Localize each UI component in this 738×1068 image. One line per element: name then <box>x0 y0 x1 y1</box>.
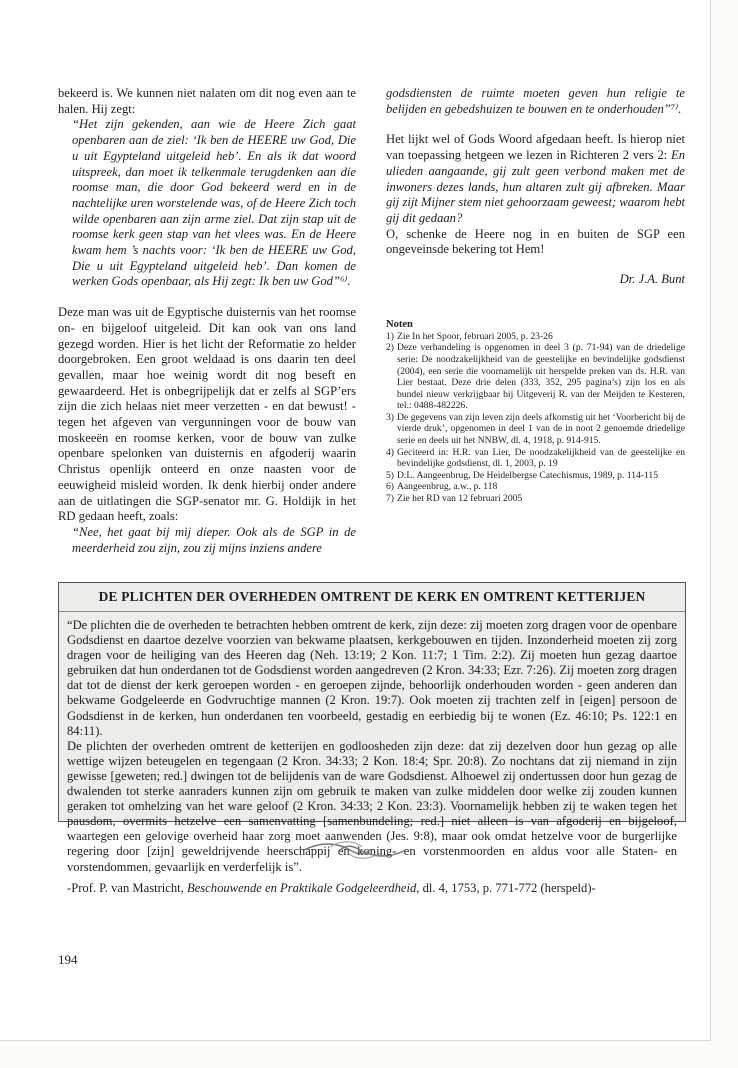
note-item: 3) De gegevens van zijn leven zijn deels afkomstig uit het ‘Voorbericht bij de vierde druk’, opgenomen in deel 1 van de in noot 2 genoemde driedelige serie en deels uit het NNBW, dl. 4, 1918, p. 914-915. <box>386 411 685 447</box>
note-item: 5) D.L. Aangeenbrug, De Heidelbergse Catechismus, 1989, p. 114-115 <box>386 469 659 481</box>
left-paragraph-1: bekeerd is. We kunnen niet nalaten om dit nog even aan te halen. Hij zegt: <box>58 86 356 116</box>
right-paragraph-closing: O, schenke de Heere nog in en buiten de SGP een ongeveinsde bekering tot Hem! <box>386 226 685 257</box>
note-item: 6) Aangeenbrug, a.w., p. 118 <box>386 481 498 493</box>
quote-box-paragraph-1: “De plichten die de overheden te betrachten hebben omtrent de kerk, zijn deze: zij moeten zorg dragen voor de openbare Godsdienst en daartoe dezelve voorzien van bekwame plaatsen, kerkgebouwen en tijden. Inzonderheid moeten zij zorg dragen voor de heiliging van des Heeren dag (Neh. 13:19; 2 Kon. 11:7; 1 Tim. 2:2). Zij moeten hun gezag daartoe gebruiken dat hun onderdanen tot de Godsdienst worden aangedreven (2 Kron. 34:33; Ezr. 7:26). Zij moeten zorg dragen dat tot de dienst der kerk geroepen worden - en geroepen zijnde, behoorlijk onderhouden worden - geen anderen dan bekwame Godgeleerde en Godvruchtige mannen (2 Kron. 19:7). Ook moeten zij trachten zelf in [eigen] persoon de Godsdienst in de kerken, hun onderdanen ten voorbeeld, gestadig en eerbiedig bij te wonen (Ez. 46:10; Ps. 122:1 en 84:11). <box>67 618 677 738</box>
right-paragraph <box>386 132 685 226</box>
page-number: 194 <box>58 952 78 967</box>
left-paragraph-2: Deze man was uit de Egyptische duisternis van het roomse on- en bijgeloof uitgeleid. Dit kan ook van ons land gezegd worden. Hier is het licht der Reformatie zo helder doorgebroken. Een groot weldaad is ons daarin ten deel gevallen, maar hoe weinig wordt dit nog beseft en gewaardeerd. Het is onbegrijpelijk dat er zelfs al SGP’ers zijn die zich helaas niet meer verzetten - en dat bewust! - tegen het afgeven van vergunningen voor de bouw van moskeeën en roomse kerken, voor de bouw van zulke openbare spelonken van duisternis en afgoderij waarin Christus openlijk onteerd en onze naasten voor de eeuwigheid misleid worden. Ik denk hierbij onder andere aan de uitlatingen die SGP-senator mr. G. Holdijk in het RD gedaan heeft, zoals: <box>58 305 356 524</box>
notes-heading: Noten <box>386 318 413 330</box>
note-item: 4) Geciteerd in: H.R. van Lier, De noodzakelijkheid van de geestelijke en bevindelijke godsdienst, dl. 1, 2003, p. 19 <box>386 446 685 470</box>
author-signature: Dr. J.A. Bunt <box>619 272 685 287</box>
right-paragraph-bible-quote: En ulieden aangaande, gij zult geen verbond maken met de inwoners dezes lands, hun altaren zult gij afbreken. Maar gij zijt Mijner stem niet gehoorzaam geweest; waarom hebt gij dit gedaan? <box>386 148 685 225</box>
left-quote-2: “Nee, het gaat bij mij dieper. Ook als de SGP in de meerderheid zou zijn, zou zij mijns inziens andere <box>72 524 356 555</box>
right-column <box>386 86 685 505</box>
ornament-flourish-icon <box>300 838 410 862</box>
note-item: 1) Zie In het Spoor, februari 2005, p. 23-26 <box>386 330 553 342</box>
right-paragraph-intro: Het lijkt wel of Gods Woord afgedaan heeft. Is hierop niet van toepassing hetgeen we lezen in Richteren 2 vers 2: <box>386 132 685 163</box>
right-quote-continuation: godsdiensten de ruimte moeten geven hun religie te belijden en gebedshuizen te bouwen en te onderhouden”⁷⁾. <box>386 86 685 116</box>
quote-box-paragraph-2: De plichten der overheden omtrent de ketterijen en godloosheden zijn deze: dat zij dezelven door hun gezag op alle wettige wijzen beteugelen en tegengaan (2 Kron. 34:33; 2 Kon. 18:4; Spr. 20:8). Zo nochtans dat zij niemand in zijn gewisse [geweten; red.] dwingen tot de belijdenis van de ware Godsdienst. Alhoewel zij ondertussen door hun gezag de dwalenden tot sterke aanraders kunnen zijn om gebruik te maken van zulke middelen door welke zij zouden kunnen geraken tot omhelzing van het ware geloof (2 Kron. 34:33; 2 Kon. 23:3). Voornamelijk hebben zij te waken tegen het pausdom, overmits hetzelve een samenvatting [samenbundeling; red.] niet alleen is van afgoderij en bijgeloof, waartegen een gelovige overheid haar zorg moet aanwenden (Jes. 9:8), maar ook omdat hetzelve voor de burgerlijke regering door [zijn] geweldrijvende heerschappij en koning- en vorstenmoorden en aldus voor alle Staten- en vorstendommen, gevaarlijk en verderfelijk is”. <box>67 738 677 874</box>
left-quote-1: “Het zijn gekenden, aan wie de Heere Zich gaat openbaren aan de ziel: ‘Ik ben de HEERE uw God, Die u uit Egypteland uitgeleid heb’. En als ik dat woord uitspreek, dan moet ik telkenmale terugdenken aan die roomse man, die door God bekeerd werd en in de nachtelijke uren worstelende was, of de Heere Zich toch wilde openbaren aan zijn arme ziel. Dat zijn stap uit de roomse kerk geen stap van het vlees was. En de Heere kwam hem ’s nachts voor: ‘Ik ben de HEERE uw God, Die u uit Egypteland uitgeleid heb’. Dan komen de werken Gods openbaar, als Hij zegt: Ik ben uw God”⁶⁾. <box>72 117 356 289</box>
note-item: 7) Zie het RD van 12 februari 2005 <box>386 493 523 505</box>
quote-box-source: -Prof. P. van Mastricht, Beschouwende en Praktikale Godgeleerdheid, dl. 4, 1753, p. 771-772 (herspeld)- <box>67 880 596 895</box>
note-item: 2) Deze verhandeling is opgenomen in deel 3 (p. 71-94) van de driedelige serie: De noodzakelijkheid van de geestelijke en bevindelijke godsdienst (2004), een serie die voornamelijk uit herspelde preken van ds. H.R. van Lier bestaat. Deze drie delen (333, 352, 295 pagina’s) zijn los en als bundel nieuw verkrijgbaar bij Uitgeverij R. van der Meijden te Kesteren, tel.: 0488-482226. <box>386 342 685 412</box>
quote-box-title: DE PLICHTEN DER OVERHEDEN OMTRENT DE KERK EN OMTRENT KETTERIJEN <box>59 583 685 612</box>
notes-list <box>386 331 685 505</box>
left-column <box>58 86 356 556</box>
quote-box <box>58 582 686 895</box>
